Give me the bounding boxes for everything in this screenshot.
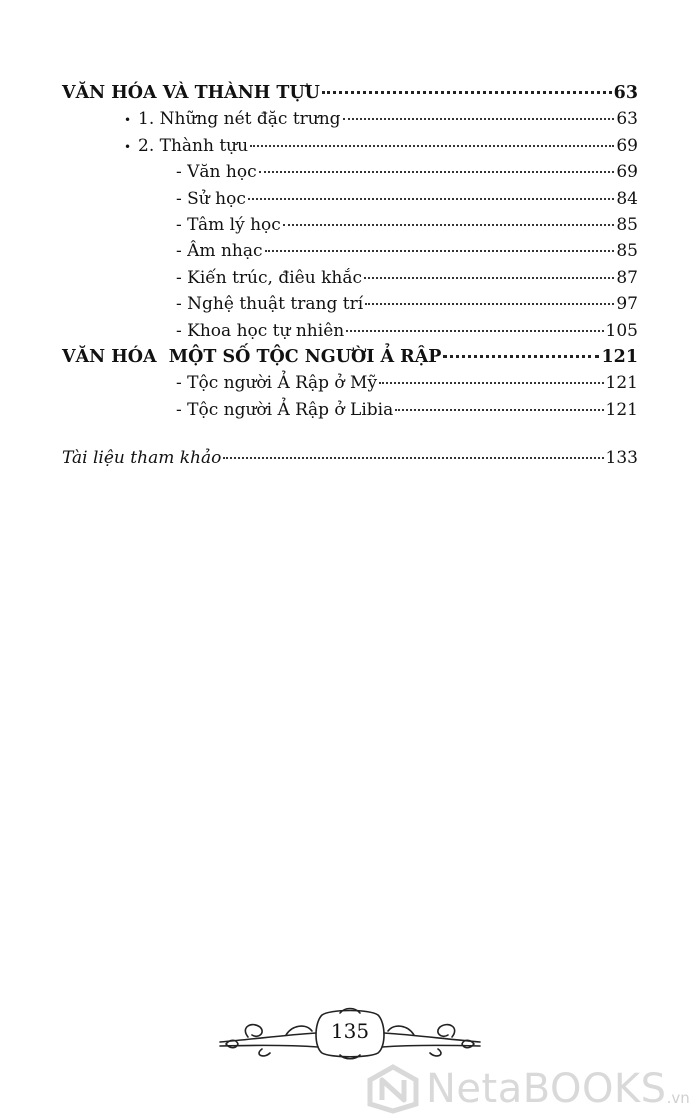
toc-item[interactable] — [62, 397, 638, 423]
toc-item[interactable] — [62, 370, 638, 396]
toc-item-title: - Tộc người Ả Rập ở Mỹ — [176, 373, 378, 394]
toc-section-1-title: 1. Những nét đặc trưng — [138, 109, 341, 130]
toc-item-title: - Văn học — [176, 162, 257, 183]
toc-item-page: 85 — [616, 241, 638, 262]
toc-chapter-1-page: 63 — [613, 83, 638, 103]
toc-item[interactable] — [62, 159, 638, 185]
toc-chapter-2[interactable] — [62, 344, 638, 370]
toc-item-title: - Âm nhạc — [176, 241, 263, 262]
watermark — [364, 1061, 698, 1117]
bullet-icon: • — [124, 113, 132, 128]
dot-leader — [379, 382, 603, 384]
watermark-brand: NetaBOOKS — [426, 1066, 667, 1112]
dot-leader — [395, 409, 603, 411]
dot-leader — [250, 145, 614, 147]
toc-references[interactable] — [62, 445, 638, 471]
toc-item-title: - Khoa học tự nhiên — [176, 320, 345, 341]
dot-leader — [443, 355, 599, 358]
dot-leader — [265, 250, 615, 252]
page-number: 135 — [330, 1019, 370, 1043]
toc-chapter-1-title: VĂN HÓA VÀ THÀNH TỰU — [62, 83, 320, 103]
dot-leader — [346, 330, 603, 332]
toc-item[interactable] — [62, 212, 638, 238]
toc-item-title: - Sử học — [176, 188, 246, 209]
toc-item-page: 97 — [616, 294, 638, 315]
bullet-icon: • — [124, 139, 132, 154]
toc-item[interactable] — [62, 238, 638, 264]
toc-item[interactable] — [62, 265, 638, 291]
toc-item-page: 121 — [605, 373, 638, 394]
toc-item[interactable] — [62, 291, 638, 317]
toc-item[interactable] — [62, 318, 638, 344]
toc-chapter-1[interactable] — [62, 80, 638, 106]
dot-leader — [322, 91, 612, 94]
dot-leader — [365, 303, 614, 305]
toc-section-1[interactable] — [62, 106, 638, 132]
dot-leader — [364, 277, 614, 279]
toc-section-2[interactable] — [62, 133, 638, 159]
toc-item-title: - Tâm lý học — [176, 214, 281, 235]
dot-leader — [343, 118, 615, 120]
n-logo-icon — [364, 1064, 422, 1114]
toc-item-page: 121 — [605, 399, 638, 420]
toc-item[interactable] — [62, 186, 638, 212]
dot-leader — [283, 224, 615, 226]
toc-item-title: - Nghệ thuật trang trí — [176, 294, 364, 315]
toc-item-page: 69 — [616, 162, 638, 183]
toc-section-2-page: 69 — [616, 135, 638, 156]
dot-leader — [259, 171, 615, 173]
toc-item-page: 85 — [616, 214, 638, 235]
toc-chapter-2-page: 121 — [601, 346, 638, 367]
toc-item-page: 87 — [616, 267, 638, 288]
table-of-contents — [62, 80, 638, 471]
toc-references-page: 133 — [605, 448, 638, 469]
toc-item-title: - Tộc người Ả Rập ở Libia — [176, 399, 394, 420]
dot-leader — [223, 457, 603, 459]
toc-item-title: - Kiến trúc, điêu khắc — [176, 267, 362, 288]
toc-references-title: Tài liệu tham khảo — [62, 448, 222, 469]
toc-chapter-2-title: VĂN HÓA MỘT SỐ TỘC NGƯỜI Ả RẬP — [62, 346, 442, 367]
watermark-tld: .vn — [666, 1089, 690, 1107]
toc-section-2-title: 2. Thành tựu — [138, 135, 249, 156]
toc-item-page: 105 — [605, 320, 638, 341]
toc-section-1-page: 63 — [616, 109, 638, 130]
dot-leader — [248, 198, 615, 200]
toc-item-page: 84 — [616, 188, 638, 209]
